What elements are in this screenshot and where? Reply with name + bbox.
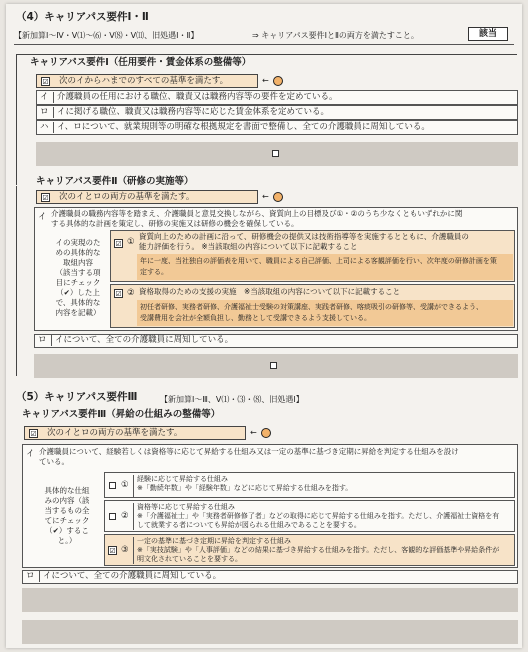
item-line: ※「実技試験」や「人事評価」などの結果に基づき昇給する仕組みを指す。ただし、客観的な評価基準や昇給条件が: [137, 546, 500, 554]
req3-result-circle[interactable]: [261, 428, 271, 438]
req1-result-bar: [36, 142, 518, 166]
req2-i-text-2: する具体的な計画を策定し、研修の実施又は研修の機会を確保している。: [51, 219, 299, 228]
item-checkbox[interactable]: ☑: [115, 290, 122, 298]
side-line: で、具体的な: [55, 298, 101, 307]
row-text: イについて、全ての介護職員に周知している。: [51, 335, 233, 346]
req2-i-text-1: 介護職員の職務内容等を踏まえ、介護職員と意見交換しながら、資質向上の目標及び①・②のうち少なくともいずれかに関: [51, 209, 463, 218]
req3-item-2: [104, 500, 515, 532]
row-mark: ロ: [26, 571, 35, 581]
item-checkbox[interactable]: [109, 513, 116, 520]
section-5-title: （5）キャリアパス要件Ⅲ: [16, 391, 138, 403]
req2-result-checkbox[interactable]: [270, 362, 277, 369]
req3-row-ro: [22, 570, 518, 584]
section-4-title: （4）キャリアパス要件Ⅰ・Ⅱ: [16, 11, 149, 23]
row-text: イ、ロについて、就業規則等の明確な根拠規定を書面で整備し、全ての介護職員に周知している。: [53, 122, 430, 133]
item-title-2: 能力評価を行う。 ※当該取組の内容について以下に記載すること: [139, 242, 358, 251]
req1-row-ha: [36, 120, 518, 135]
side-line: 当するもの全: [44, 506, 90, 515]
item-line: ※「勤続年数」や「経験年数」などに応じて昇給する仕組みを指す。: [137, 484, 353, 492]
req2-result-circle[interactable]: [273, 192, 283, 202]
req2-lead: 次のイとロの両方の基準を満たす。: [59, 192, 195, 202]
side-line: （該当する項: [55, 268, 101, 277]
footer-bar: [22, 620, 518, 644]
req2-result-bar: [34, 354, 518, 378]
item-number: ③: [121, 545, 129, 555]
item-title: 資格取得のための支援の実施 ※当該取組の内容について以下に記載すること: [139, 287, 401, 296]
req2-side-label: [48, 238, 108, 318]
item-detail: 年に一度、当社独自の評価表を用いて、職員による自己評価、上司による客観評価を行い、次年度の研修計画を策: [140, 257, 497, 265]
side-line: 取組内容: [63, 258, 93, 267]
req1-row-i: [36, 90, 518, 105]
req2-checkbox[interactable]: ☑: [42, 194, 49, 202]
item-line: 経験に応じて昇給する仕組み: [137, 475, 228, 483]
item-detail-box[interactable]: [137, 254, 513, 280]
row-mark: ロ: [40, 107, 49, 117]
req3-i-text-2: ている。: [39, 457, 69, 466]
req3-title: キャリアパス要件Ⅲ（昇給の仕組みの整備等）: [22, 409, 221, 420]
req1-checkbox[interactable]: ☑: [42, 78, 49, 86]
req2-lead-row: [36, 190, 258, 204]
side-line: と。）: [57, 536, 77, 545]
side-line: てにチェック: [44, 516, 90, 525]
req3-item-3: [104, 534, 515, 566]
item-number: ②: [127, 288, 135, 298]
item-line: して就業する者についても昇給が図られる仕組みであることを要する。: [137, 521, 361, 529]
item-detail: 定する。: [140, 268, 168, 276]
row-mark: イ: [26, 449, 35, 459]
item-number: ①: [121, 480, 129, 490]
section-4-scope: 【新加算Ⅰ～Ⅳ・Ⅴ⑴～⑹・Ⅴ⑻・Ⅴ⑾、旧処遇Ⅰ・Ⅱ】: [14, 31, 199, 40]
item-detail: 受講費用を会社が全額負担し、勤務として受講できるよう支援している。: [140, 314, 371, 322]
side-line: （✔）した上: [56, 288, 100, 297]
side-line: （✔）するこ: [45, 526, 89, 535]
req3-lead-row: [24, 426, 246, 440]
req2-item-2: [110, 284, 515, 328]
section-5-scope: 【新加算Ⅰ～Ⅲ、Ⅴ⑴・⑶・⑻、旧処遇Ⅰ】: [160, 395, 304, 404]
req1-result-circle[interactable]: [273, 76, 283, 86]
req1-title: キャリアパス要件Ⅰ（任用要件・賃金体系の整備等）: [30, 57, 252, 68]
item-title: 資質向上のための計画に沿って、研修機会の提供又は技術指導等を実施するとともに、介護職員の: [139, 232, 469, 241]
item-text: [133, 503, 499, 530]
item-text: [133, 537, 499, 564]
row-mark: イ: [38, 212, 47, 222]
item-line: 資格等に応じて昇給する仕組み: [137, 503, 235, 511]
divider: [14, 44, 514, 45]
item-line: ※「介護福祉士」や「実務者研修修了者」などの取得に応じて昇給する仕組みを指す。ただし、介護福祉士資格を有: [137, 512, 500, 520]
side-line: めの具体的な: [55, 248, 101, 257]
req3-side-label: [36, 486, 98, 546]
side-line: イの実現のた: [55, 238, 101, 247]
document-page: [6, 4, 522, 648]
req2-title: キャリアパス要件Ⅱ（研修の実施等）: [36, 176, 194, 187]
row-mark: イ: [40, 92, 49, 102]
item-checkbox[interactable]: ☑: [109, 547, 116, 555]
req2-item-1: [110, 230, 515, 282]
arrow-icon: ←: [250, 428, 257, 437]
req1-lead: 次のイからハまでのすべての基準を満たす。: [59, 76, 229, 86]
side-line: 具体的な仕組: [44, 486, 90, 495]
item-detail-box[interactable]: [137, 300, 513, 326]
item-number: ①: [127, 237, 135, 247]
row-text: イに掲げる職位、職責又は職務内容等に応じた賃金体系を定めている。: [53, 107, 329, 118]
req1-row-ro: [36, 105, 518, 120]
item-line: 明文化されていることを要する。: [137, 555, 242, 563]
req1-result-checkbox[interactable]: [272, 150, 279, 157]
side-line: みの内容（該: [44, 496, 90, 505]
row-mark: ロ: [38, 335, 47, 345]
arrow-icon: ←: [262, 76, 269, 85]
item-line: 一定の基準に基づき定期に昇給を判定する仕組み: [137, 537, 291, 545]
section-4-instruction: ⇒ キャリアパス要件ⅠとⅡの両方を満たすこと。: [252, 31, 419, 40]
side-line: 内容を記載）: [55, 308, 101, 317]
req2-row-ro: [34, 334, 518, 348]
row-text: 介護職員の任用における職位、職責又は職務内容等の要件を定めている。: [53, 92, 338, 103]
item-number: ②: [121, 511, 129, 521]
status-badge[interactable]: 該当: [468, 27, 508, 41]
req1-lead-row: [36, 74, 258, 88]
item-checkbox[interactable]: ☑: [115, 240, 122, 248]
req3-lead: 次のイとロの両方の基準を満たす。: [47, 428, 183, 438]
side-line: 目にチェック: [55, 278, 101, 287]
row-text: イについて、全ての介護職員に周知している。: [39, 571, 221, 582]
req3-i-text-1: 介護職員について、経験若しくは資格等に応じて昇給する仕組み又は一定の基準に基づき定期に昇給を判定する仕組みを設け: [39, 447, 459, 456]
req3-checkbox[interactable]: ☑: [30, 430, 37, 438]
arrow-icon: ←: [262, 192, 269, 201]
req3-result-bar: [22, 588, 518, 612]
item-text: [133, 475, 352, 497]
item-checkbox[interactable]: [109, 482, 116, 489]
item-detail: 初任者研修、実務者研修、介護福祉士受験の対策講座、実践者研修、喀痰吸引の研修等、受講ができるよう、: [140, 303, 483, 311]
row-mark: ハ: [40, 122, 49, 132]
req3-item-1: [104, 472, 515, 498]
